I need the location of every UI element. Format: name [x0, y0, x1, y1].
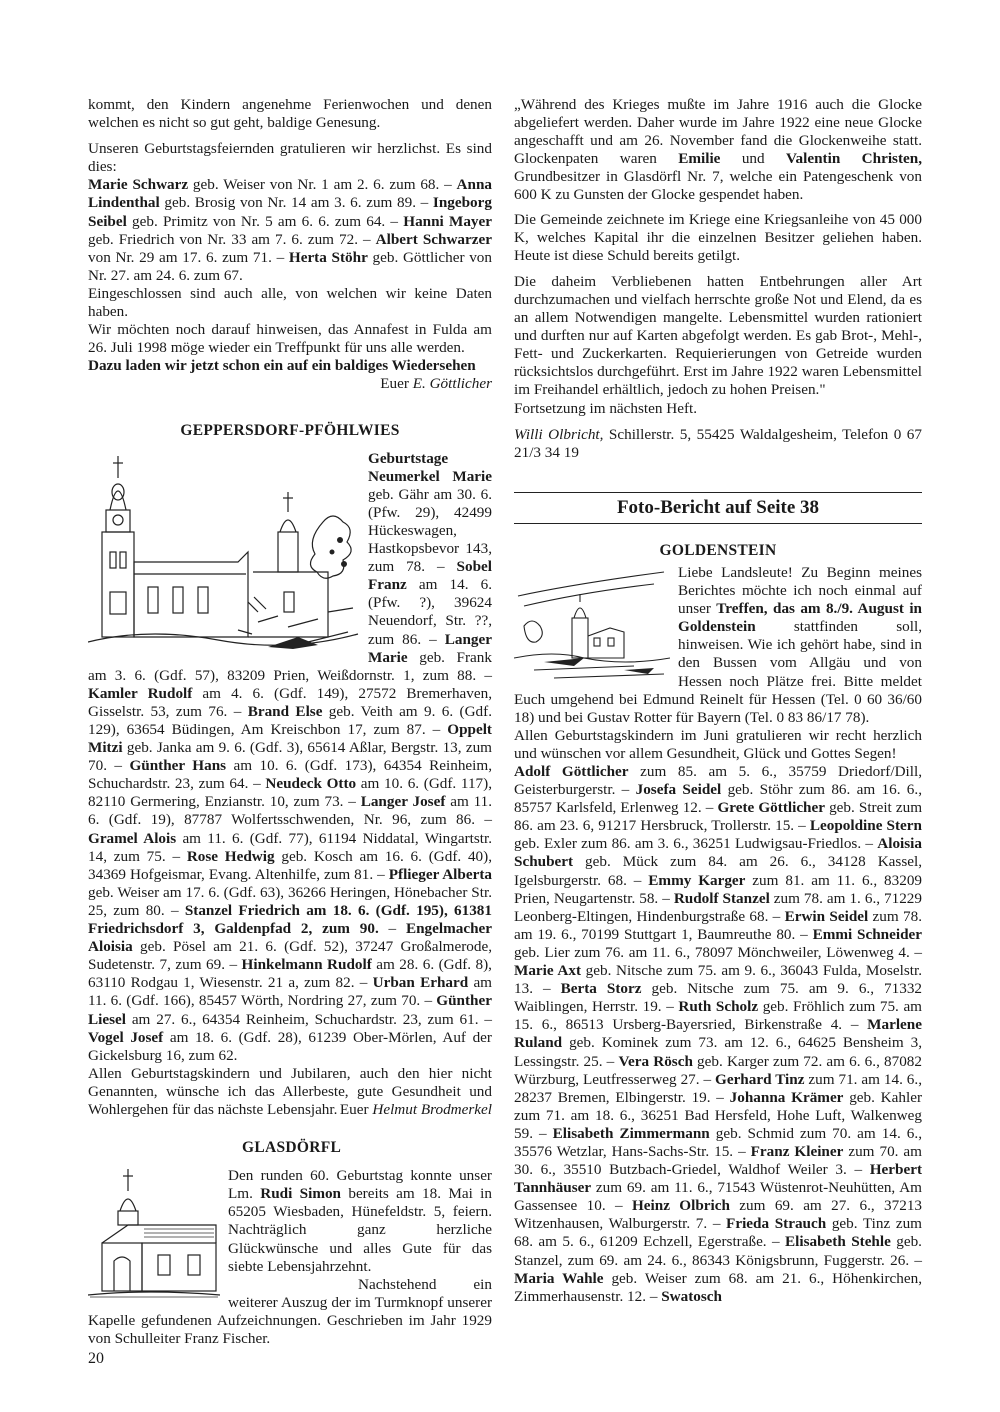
text-run: geb. Kahler zum 71. am 18. 6., 36251 Bad Hersfeld, Hohe Luft, Walkenweg 59. –: [514, 1088, 923, 1142]
text-run: am 11. 6. (Gdf. 19), 87787 Wolfertsschwenden, Nr. 96, zum 86. –: [88, 793, 492, 829]
glasdorf-section: [88, 1167, 492, 1348]
text-run: geb. Weiser von Nr. 1 am 2. 6. zum 68. –: [188, 176, 457, 194]
geppersdorf-closing: Allen Geburtstagskindern und Jubilaren, auch den hier nicht Genannten, wünsche ich das Allerbeste, gute Gesundheit und Wohlergehen für das nächste Lebensjahr. Euer Helmut Brodmerkel: [88, 1064, 492, 1118]
name-highlight: Marie Axt: [514, 962, 582, 980]
chronicle-paragraph-2: Die Gemeinde zeichnete im Kriege eine Kriegsanleihe von 45 000 K, welches Kapital ihr die einzelnen Besitzer geliehen haben. Heute ist diese Schuld bereits getilgt.: [514, 210, 922, 264]
birthday-list: [88, 176, 492, 285]
text-run: geb. Stöhr zum 86. am 16. 6., 85757 Karlsfeld, Erlenweg 12. –: [514, 781, 922, 817]
text-run: geb. Pösel am 21. 6. (Gdf. 52), 37247 Großalmerode, Sudetenstr. 7, zum 69. –: [88, 938, 492, 974]
name-highlight: Berta Storz: [560, 980, 642, 998]
chapel-illustration-glasdorf: [88, 1169, 220, 1299]
name-highlight: Marie Schwarz: [88, 176, 189, 194]
text-run: stattfinden soll, hinweisen. Wie ich gehört habe, sind in den Bussen vom Allgäu und von Hessen noch Plätze frei. Bitte meldet Euch umgehend bei Edmund Reinelt für Hessen (Tel. 0 60 36/60 18) und bei Gustav Rotter für Bayern (Tel. 0 83 86/17 78).: [514, 618, 922, 726]
name-highlight: Erwin Seidel: [784, 907, 869, 925]
text-run: geb. Janka am 9. 6. (Gdf. 3), 65614 Aßlar, Bergstr. 13, zum 70. –: [88, 739, 492, 775]
text-run: geb. Gähr am 30. 6. (Pfw. 29), 42499 Hückeswagen, Hastkopsbevor 143, zum 78. –: [368, 485, 492, 576]
name-highlight: Treffen, das am 8./9. August in Goldenstein: [678, 600, 922, 636]
text-run: geb. Friedrich von Nr. 33 am 7. 6. zum 72. –: [88, 230, 376, 248]
name-highlight: Ingeborg Seibel: [88, 194, 492, 230]
text-run: zum 81. am 11. 6., 83209 Prien, Neugartenstr. 58. –: [514, 871, 923, 907]
text-run: geb. Schmid zum 70. am 14. 6., 35576 Wetzlar, Hans-Sachs-Str. 15. –: [514, 1124, 922, 1160]
name-highlight: Emmy Karger: [648, 871, 746, 889]
geppersdorf-section: [88, 450, 492, 1119]
name-highlight: Leopoldine Stern: [809, 817, 922, 835]
text-run: geb. Primitz von Nr. 5 am 6. 6. zum 64. –: [126, 212, 404, 230]
text-run: am 11. 6. (Gdf. 77), 61194 Niddatal, Wingartstr. 14, zum 75. –: [88, 829, 492, 865]
name-highlight: Langer Marie: [368, 630, 492, 666]
text-run: geb. Tinz zum 68. am 5. 6., 61209 Echzell, Egerstraße. –: [514, 1215, 922, 1251]
text-run: geb. Stanzel, zum 69. am 24. 6., 86343 Königsbrunn, Fuggerstr. 26. –: [514, 1233, 922, 1269]
name-highlight: Ruth Scholz: [678, 998, 759, 1016]
name-highlight: Günther Hans: [129, 757, 227, 775]
name-highlight: Gerhard Tinz: [715, 1070, 805, 1088]
text-run: zum 85. am 5. 6., 35759 Driedorf/Dill, Geisterburgerstr. –: [514, 763, 922, 799]
name-highlight: Brand Else: [247, 702, 323, 720]
name-highlight: Günther Liesel: [88, 992, 492, 1028]
text-run: zum 78. am 19. 6., 70199 Stuttgart 1, Baumreuthe 80. –: [514, 907, 922, 943]
name-highlight: Urban Erhard: [372, 974, 469, 992]
text-run: geb. Kosch am 16. 6. (Gdf. 40), 34369 Hofgeismar, Evang. Altenhilfe, zum 81. –: [88, 847, 492, 883]
text-run: geb. Lier zum 76. am 11. 6., 78097 Mönchweiler, Löwenweg 4. –: [514, 943, 922, 961]
name-highlight: Anna Lindenthal: [88, 176, 492, 212]
text-run: zum 70. am 30. 6., 35510 Butzbach-Griedel, Waldhof Weiler 3. –: [514, 1142, 922, 1179]
name-highlight: Vera Rösch: [618, 1052, 693, 1070]
text-run: zum 69. am 27. 6., 37213 Witzenhausen, Walburgerstr. 7. –: [514, 1197, 923, 1233]
text-run: Den runden 60. Geburtstag konnte unser Lm.: [228, 1167, 492, 1203]
name-highlight: Kamler Rudolf: [88, 684, 193, 702]
text-run: geb. Mück zum 84. am 26. 6., 34128 Kassel, Igelsburgerstr. 68. –: [514, 853, 922, 889]
name-highlight: Hinkelmann Rudolf: [241, 956, 372, 974]
text-run: am 28. 6. (Gdf. 8), 63110 Rodgau 1, Wiesenstr. 21 a, zum 82. –: [88, 956, 492, 992]
signature-brodmerkel: Euer Helmut Brodmerkel: [339, 1100, 492, 1118]
right-column: [514, 96, 922, 1306]
text-run: bereits am 18. Mai in 65205 Wiesbaden, Hünefeldstr. 5, feiern. Nachträglich ganz herzliche Glückwünsche und alles Gute für das siebte Lebensjahrzehnt.: [228, 1185, 492, 1275]
chronicle-paragraph-1: „Während des Krieges mußte im Jahre 1916 auch die Glocke abgeliefert werden. Daher wurde im Jahre 1922 eine neue Glocke angeschafft und am 26. November fand die Glockenweihe statt. Glockenpaten waren Emilie und Valentin Christen, Grundbesitzer in Glasdörfl Nr. 7, welche ein Patengeschenk von 600 K zu Gunsten der Glocke gespendet haben.: [514, 96, 922, 204]
name-highlight: Engelmacher Aloisia: [88, 920, 492, 956]
text-run: geb. Veith am 9. 6. (Gdf. 129), 63654 Büdingen, Am Kreischbon 17, zum 87. –: [88, 702, 492, 738]
name-highlight: Emmi Schneider: [812, 925, 923, 943]
author-line: Willi Olbricht, Schillerstr. 5, 55425 Waldalgesheim, Telefon 0 67 21/3 34 19: [514, 425, 922, 461]
name-highlight: Rudi Simon: [260, 1185, 342, 1203]
text-run: geb. Weiser zum 68. am 21. 6., Höhenkirchen, Zimmerhausenstr. 12. –: [514, 1269, 922, 1305]
invitation-text: Dazu laden wir jetzt schon ein auf ein baldiges Wiedersehen: [88, 357, 476, 375]
name-highlight: Elisabeth Stehle: [785, 1233, 891, 1251]
name-highlight: Neudeck Otto: [265, 775, 357, 793]
text-run: am 10. 6. (Gdf. 173), 64354 Reinheim, Schuchardstr. 23, zum 64. –: [88, 757, 492, 793]
name-highlight: Langer Josef: [360, 793, 446, 811]
foto-bericht-banner: Foto-Bericht auf Seite 38: [616, 496, 820, 518]
name-highlight: Oppelt Mitzi: [88, 721, 492, 757]
name-highlight: Herta Stöhr: [288, 248, 368, 266]
text-run: geb. Nitsche zum 75. am 9. 6., 36043 Fulda, Moselstr. 13. –: [514, 962, 922, 998]
text-run: geb. Exler zum 86. am 3. 6., 36251 Ludwigsau-Friedlos. –: [514, 835, 878, 853]
intro-paragraph-2: Unseren Geburtstagsfeiernden gratulieren wir herzlichst. Es sind dies:: [88, 140, 492, 176]
chronicle-paragraph-3: Die daheim Verbliebenen hatten Entbehrungen aller Art durchzumachen und vielfach herrschte große Not und Elend, da es an allem Notwendigen mangelte. Lebensmittel wurden rationiert und durften nur auf Karten abgefolgt werden. Es gab Brot-, Mehl-, Fett- und Zuckerkarten. Requierierungen von Getreide wurden rücksichtslos durchgeführt. Erst im Jahre 1922 waren Lebensmittel im Freihandel erhältlich, jedoch zu hohen Preisen.": [514, 272, 922, 399]
signature-goettlicher: Euer E. Göttlicher: [380, 375, 492, 393]
signature-name: E. Göttlicher: [412, 375, 492, 393]
goldenstein-birthdays: [514, 763, 922, 1306]
page-number: 20: [88, 1350, 104, 1367]
text-run: am 4. 6. (Gdf. 149), 27572 Bremerhaven, Gisselstr. 53, zum 76. –: [88, 684, 493, 720]
continuation-note: Fortsetzung im nächsten Heft.: [514, 399, 698, 417]
text-run: zum 69. am 11. 6., 71543 Wüstenrot-Neuhütten, Am Gassensee 10. –: [514, 1179, 922, 1215]
text-run: von Nr. 29 am 17. 6. zum 71. –: [88, 248, 289, 266]
name-highlight: Johanna Krämer: [729, 1088, 844, 1106]
name-highlight: Josefa Seidel: [635, 781, 722, 799]
section-heading-glasdorf: GLASDÖRFL: [242, 1139, 342, 1157]
text-run: geb. Nitsche zum 75. am 9. 6., 71332 Waiblingen, Herrstr. 19. –: [514, 980, 923, 1016]
name-highlight: Adolf Göttlicher: [514, 763, 629, 780]
text-run: geb. Fröhlich zum 75. am 15. 6., 86513 Ursberg-Bayersried, Birkenstraße 4. –: [514, 998, 922, 1034]
name-highlight: Aloisia Schubert: [514, 835, 922, 871]
intro-paragraph-1: kommt, den Kindern angenehme Ferienwochen und denen welchen es nicht so gut geht, baldige Genesung.: [88, 96, 492, 132]
text-run: am 14. 6. (Pfw. ?), 39624 Neuendorf, Str. ??, zum 86. –: [368, 576, 492, 648]
text-run: am 27. 6., 64354 Reinheim, Schuchardstr. 23, zum 61. –: [125, 1010, 492, 1028]
name-highlight: Hanni Mayer: [403, 212, 492, 230]
name-highlight: Sobel Franz: [368, 558, 492, 594]
name-highlight: Franz Kleiner: [750, 1142, 844, 1160]
name-highlight: Maria Wahle: [514, 1269, 604, 1287]
intro-paragraph-4: Eingeschlossen sind auch alle, von welchen wir keine Daten haben.: [88, 284, 492, 321]
name-highlight: Herbert Tannhäuser: [514, 1161, 922, 1197]
name-highlight: Vogel Josef: [88, 1028, 164, 1046]
name-highlight: Albert Schwarzer: [375, 230, 492, 248]
left-column: [88, 96, 492, 1348]
text-run: geb. Weiser am 17. 6. (Gdf. 63), 36266 Heringen, Hönebacher Str. 25, zum 80. –: [88, 883, 492, 919]
intro-paragraph-5: Wir möchten noch darauf hinweisen, das Annafest in Fulda am 26. Juli 1998 möge wieder ein Treffpunkt für uns alle werden.: [88, 321, 492, 357]
church-illustration-geppersdorf: [88, 452, 360, 652]
text-run: geb. Frank am 3. 6. (Gdf. 57), 83209 Prien, Weißdornstr. 1, zum 88. –: [88, 648, 492, 684]
name-highlight: Grete Göttlicher: [717, 799, 825, 817]
name-highlight: Marlene Ruland: [514, 1016, 922, 1052]
text-run: Liebe Landsleute! Zu Beginn meines Berichtes möchte ich noch einmal auf unser: [678, 563, 922, 618]
goldenstein-paragraph-2: Allen Geburtstagskindern im Juni gratulieren wir recht herzlich und wünschen vor allem Gesundheit, Glück und Gottes Segen!: [514, 726, 922, 762]
text-run: geb. Karger zum 72. am 6. 6., 87082 Würzburg, Leutfresserweg 27. –: [514, 1052, 922, 1088]
text-run: am 11. 6. (Gdf. 166), 85457 Wörth, Nordring 27, zum 70. –: [88, 974, 493, 1010]
name-highlight: Pflieger Alberta: [388, 865, 492, 883]
text-run: zum 78. am 1. 6., 71229 Leonberg-Eltingen, Hindenburgstraße 68. –: [514, 889, 922, 925]
name-highlight: Rose Hedwig: [186, 847, 275, 865]
section-heading-goldenstein: GOLDENSTEIN: [659, 541, 777, 559]
text-run: geb. Kominek zum 73. am 12. 6., 64625 Bensheim 3, Lessingstr. 25. –: [514, 1034, 922, 1070]
divider-bottom: [514, 523, 922, 524]
text-run: am 10. 6. (Gdf. 117), 82110 Germering, Enzianstr. 10, zum 73. –: [88, 775, 492, 811]
name-highlight: Elisabeth Zimmermann: [552, 1124, 710, 1142]
invitation-line: [88, 357, 492, 375]
text-run: am 18. 6. (Gdf. 28), 61239 Ober-Mörlen, Auf der Gickelsburg 16, zum 62.: [88, 1028, 492, 1064]
name-highlight: Geburtstage Neumerkel Marie: [368, 449, 492, 485]
name-highlight: Gramel Alois: [88, 829, 177, 847]
text-run: geb. Streit zum 86. am 23. 6, 91217 Hersbruck, Trollerstr. 15. –: [514, 799, 923, 835]
name-highlight: Rudolf Stanzel: [673, 889, 770, 907]
text-run: –: [378, 920, 406, 938]
name-highlight: Stanzel Friedrich am 18. 6. (Gdf. 195), 61381 Friedrichsdorf 3, Galdenpfad 2, zum 90.: [88, 901, 492, 938]
name-highlight: Frieda Strauch: [726, 1215, 827, 1233]
text-run: zum 71. am 14. 6., 28237 Bremen, Elbingerstr. 19. –: [514, 1070, 922, 1106]
name-highlight: Swatosch: [661, 1287, 722, 1305]
text-run: geb. Brosig von Nr. 14 am 3. 6. zum 89. –: [159, 194, 433, 212]
text-run: geb. Göttlicher von Nr. 27. am 24. 6. zum 67.: [88, 248, 492, 284]
section-heading-geppersdorf: GEPPERSDORF-PFÖHLWIES: [180, 421, 400, 439]
glasdorf-paragraph-2: Nachstehend ein weiterer Auszug der im Turmknopf unserer Kapelle gefundenen Aufzeichnungen. Geschrieben im Jahr 1929 von Schulleiter Franz Fischer.: [88, 1275, 492, 1347]
name-highlight: Heinz Olbrich: [631, 1197, 730, 1215]
castle-illustration-goldenstein: [514, 566, 670, 684]
